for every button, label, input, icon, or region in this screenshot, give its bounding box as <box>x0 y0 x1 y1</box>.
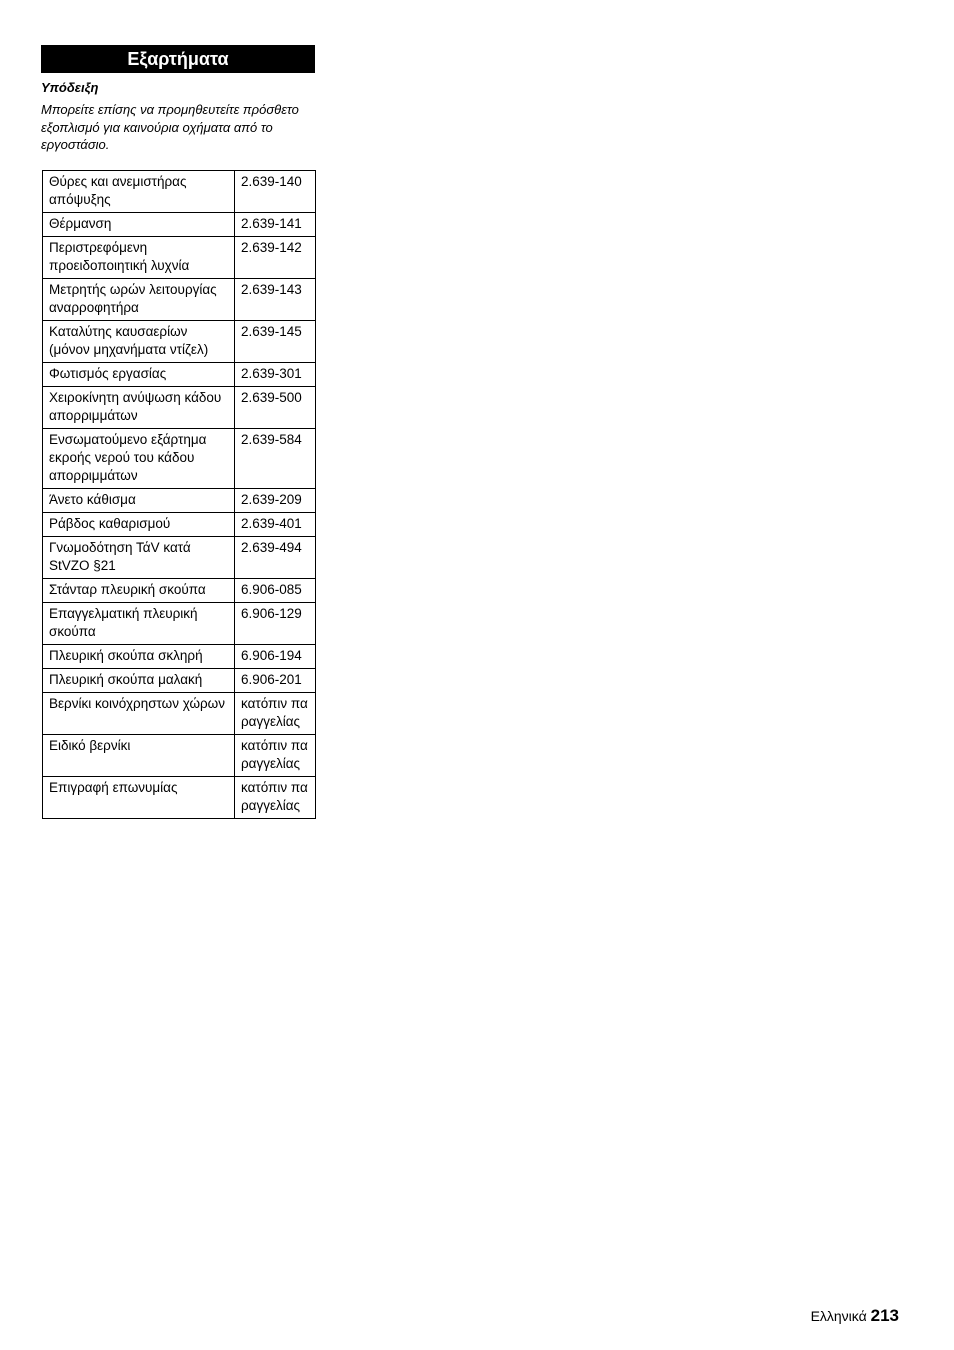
accessory-code: 2.639-500 <box>235 387 316 429</box>
accessory-name: Άνετο κάθισμα <box>43 489 235 513</box>
accessory-name: Στάνταρ πλευρική σκούπα <box>43 579 235 603</box>
accessory-code: κατόπιν παραγγελίας <box>235 735 316 777</box>
accessory-code: κατόπιν παραγγελίας <box>235 777 316 819</box>
table-row <box>43 693 316 735</box>
accessory-name: Πλευρική σκούπα σκληρή <box>43 645 235 669</box>
table-row <box>43 735 316 777</box>
table-row <box>43 537 316 579</box>
accessory-name: Φωτισμός εργασίας <box>43 363 235 387</box>
accessory-name: Περιστρεφόμενη προειδοποιητική λυχνία <box>43 237 235 279</box>
accessories-table <box>42 170 316 819</box>
accessory-code: 6.906-194 <box>235 645 316 669</box>
footer-language: Ελληνικά <box>810 1308 867 1324</box>
table-row <box>43 579 316 603</box>
table-row <box>43 645 316 669</box>
table-row <box>43 669 316 693</box>
accessory-code: 2.639-145 <box>235 321 316 363</box>
table-row <box>43 489 316 513</box>
accessory-code: 2.639-584 <box>235 429 316 489</box>
accessories-table-body <box>43 171 316 819</box>
accessory-code: 2.639-494 <box>235 537 316 579</box>
accessory-name: Καταλύτης καυσαερίων (μόνον μηχανήματα ντίζελ) <box>43 321 235 363</box>
accessory-code: 6.906-085 <box>235 579 316 603</box>
accessory-code: 2.639-401 <box>235 513 316 537</box>
accessory-name: Θύρες και ανεμιστήρας απόψυξης <box>43 171 235 213</box>
accessory-name: Πλευρική σκούπα μαλακή <box>43 669 235 693</box>
accessory-name: Επαγγελματική πλευρική σκούπα <box>43 603 235 645</box>
accessory-name: Επιγραφή επωνυμίας <box>43 777 235 819</box>
table-row <box>43 777 316 819</box>
accessory-code: 6.906-201 <box>235 669 316 693</box>
page-number: 213 <box>870 1306 899 1325</box>
accessory-code: 2.639-209 <box>235 489 316 513</box>
table-row <box>43 171 316 213</box>
accessory-code: 2.639-142 <box>235 237 316 279</box>
accessory-code: 2.639-301 <box>235 363 316 387</box>
note-text: Μπορείτε επίσης να προμηθευτείτε πρόσθετο εξοπλισμό για καινούρια οχήματα από το εργοστάσιο. <box>41 102 299 152</box>
accessory-name: Μετρητής ωρών λειτουργίας αναρροφητήρα <box>43 279 235 321</box>
page-footer <box>811 1306 899 1326</box>
table-row <box>43 321 316 363</box>
accessory-code: κατόπιν παραγγελίας <box>235 693 316 735</box>
table-row <box>43 429 316 489</box>
note-label: Υπόδειξη <box>41 80 99 95</box>
accessory-name: Ράβδος καθαρισμού <box>43 513 235 537</box>
accessory-code: 6.906-129 <box>235 603 316 645</box>
accessory-name: Ενσωματούμενο εξάρτημα εκροής νερού του κάδου απορριμμάτων <box>43 429 235 489</box>
table-row <box>43 237 316 279</box>
table-row <box>43 603 316 645</box>
table-row <box>43 387 316 429</box>
accessory-name: Γνωμοδότηση ΤάV κατά StVZO §21 <box>43 537 235 579</box>
accessory-code: 2.639-140 <box>235 171 316 213</box>
accessory-name: Χειροκίνητη ανύψωση κάδου απορριμμάτων <box>43 387 235 429</box>
accessory-name: Ειδικό βερνίκι <box>43 735 235 777</box>
table-row <box>43 279 316 321</box>
accessory-name: Θέρμανση <box>43 213 235 237</box>
table-row <box>43 513 316 537</box>
accessory-code: 2.639-141 <box>235 213 316 237</box>
table-row <box>43 363 316 387</box>
table-row <box>43 213 316 237</box>
section-title: Εξαρτήματα <box>41 45 315 73</box>
accessory-name: Βερνίκι κοινόχρηστων χώρων <box>43 693 235 735</box>
accessory-code: 2.639-143 <box>235 279 316 321</box>
